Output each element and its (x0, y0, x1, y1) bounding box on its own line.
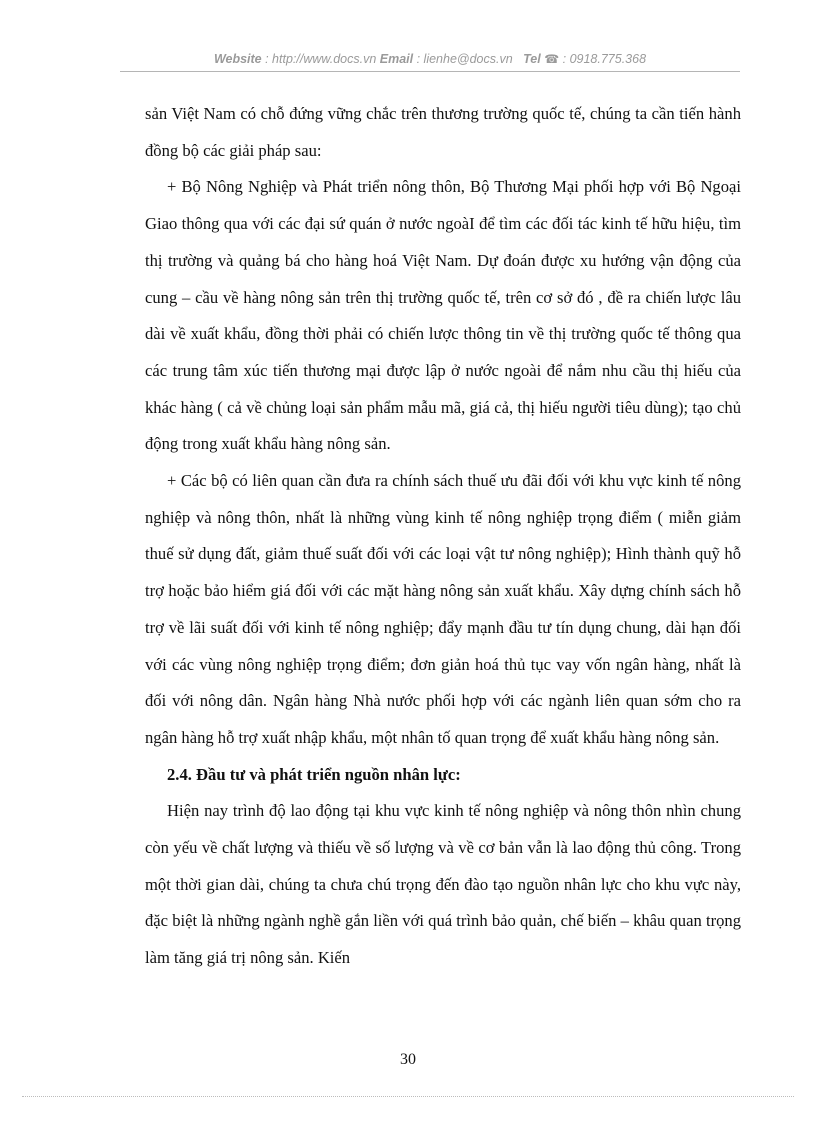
paragraph-intro: sản Việt Nam có chỗ đứng vững chắc trên thương trường quốc tế, chúng ta cần tiến hành đồng bộ các giải pháp sau: (145, 104, 741, 160)
tel-value: : 0918.775.368 (559, 52, 647, 66)
page-header (120, 50, 740, 68)
website-label: Website (213, 52, 262, 66)
tel-label: Tel (523, 52, 541, 66)
email-link[interactable]: : lienhe@docs.vn (413, 52, 513, 66)
section-heading: 2.4. Đầu tư và phát triển nguồn nhân lực: (167, 764, 461, 784)
page-bottom-divider (22, 1096, 794, 1097)
paragraph-tax-policy: + Các bộ có liên quan cần đưa ra chính sách thuế ưu đãi đối với khu vực kinh tế nông nghiệp và nông thôn, nhất là những vùng kinh tế nông nghiệp trọng điểm ( miễn giảm thuế sử dụng đất, giảm thuế suất đối với các loại vật tư nông nghiệp); Hình thành quỹ hỗ trợ hoặc bảo hiểm giá đối với các mặt hàng nông sản xuất khẩu. Xây dựng chính sách hỗ trợ về lãi suất đối với kinh tế nông nghiệp; đẩy mạnh đầu tư tín dụng chung, dài hạn đối với các vùng nông nghiệp trọng điểm; đơn giản hoá thủ tục vay vốn ngân hàng, nhất là đối với nông dân. Ngân hàng Nhà nước phối hợp với các ngành liên quan sớm cho ra ngân hàng hỗ trợ xuất nhập khẩu, một nhân tố quan trọng để xuất khẩu hàng nông sản. (145, 471, 741, 747)
page-number: 30 (400, 1051, 416, 1068)
paragraph-human-resources: Hiện nay trình độ lao động tại khu vực kinh tế nông nghiệp và nông thôn nhìn chung còn yếu về chất lượng và thiếu về số lượng và về cơ bản vẫn là lao động thủ công. Trong một thời gian dài, chúng ta chưa chú trọng đến đào tạo nguồn nhân lực cho khu vực này, đặc biệt là những ngành nghề gắn liền với quá trình bảo quản, chế biến – khâu quan trọng làm tăng giá trị nông sản. Kiến (145, 801, 741, 968)
email-label: Email (379, 52, 414, 66)
phone-icon: ☎ (544, 52, 560, 66)
website-link[interactable]: : http://www.docs.vn (261, 52, 377, 66)
document-body (145, 96, 741, 977)
header-divider (120, 71, 740, 72)
paragraph-ministry-cooperation: + Bộ Nông Nghiệp và Phát triển nông thôn, Bộ Thương Mại phối hợp với Bộ Ngoại Giao thông qua với các đại sứ quán ở nước ngoàI để tìm các đối tác kinh tế hữu hiệu, tìm thị trường và quảng bá cho hàng hoá Việt Nam. Dự đoán được xu hướng vận động của cung – cầu về hàng nông sản trên thị trường quốc tế, trên cơ sở đó , đề ra chiến lược lâu dài về xuất khẩu, đồng thời phải có chiến lược thông tin về thị trường quốc tế thông qua các trung tâm xúc tiến thương mại được lập ở nước ngoài để nắm nhu cầu thị hiếu của khác hàng ( cả về chủng loại sản phẩm mẫu mã, giá cả, thị hiếu người tiêu dùng); tạo chủ động trong xuất khẩu hàng nông sản. (145, 177, 741, 454)
